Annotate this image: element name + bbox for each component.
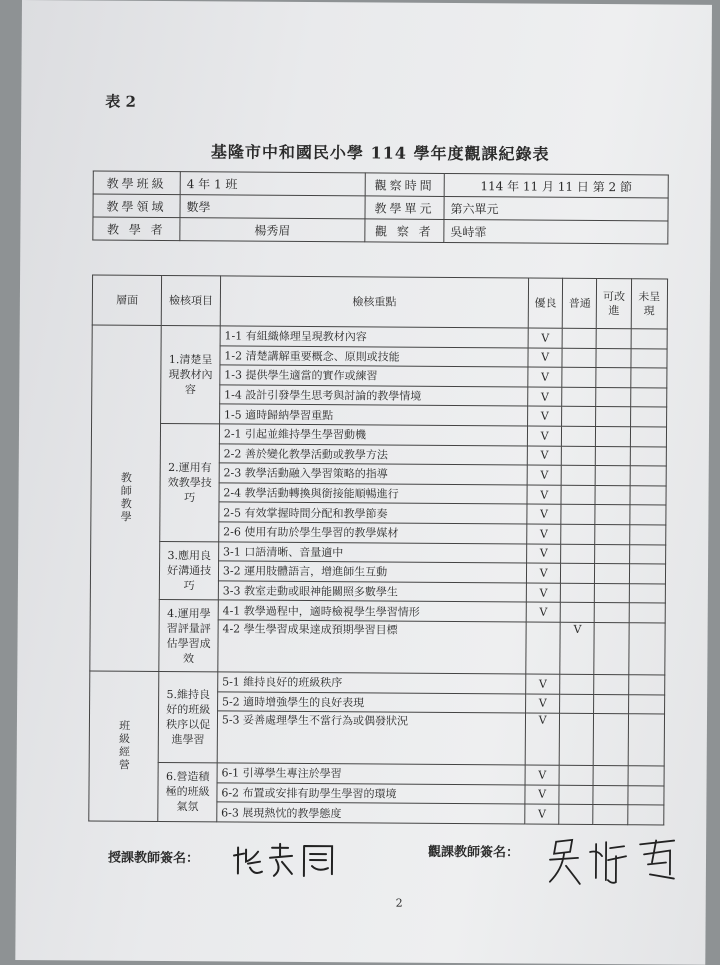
rating-absent-cell bbox=[627, 805, 663, 825]
rating-good-mark: V bbox=[527, 446, 561, 466]
rating-good-mark: V bbox=[526, 583, 560, 603]
check-point: 2-4 教學活動轉換與銜接能順暢進行 bbox=[219, 483, 527, 505]
teacher-value: 楊秀眉 bbox=[180, 218, 365, 242]
check-point: 1-2 清楚講解重要概念、原則或技能 bbox=[220, 345, 528, 367]
rating-improve-cell bbox=[594, 674, 628, 694]
rating-improve-cell bbox=[595, 583, 629, 603]
header-improve: 可改進 bbox=[597, 279, 632, 329]
teacher-signature-label: 授課教師簽名： bbox=[107, 850, 200, 867]
check-point: 3-3 教室走動或眼神能關照多數學生 bbox=[218, 581, 526, 603]
table-row bbox=[92, 325, 667, 349]
rating-normal-cell bbox=[561, 465, 595, 485]
rating-good-mark: V bbox=[525, 804, 559, 824]
rating-improve-cell bbox=[595, 485, 629, 505]
table-label: 表 2 bbox=[105, 92, 137, 111]
rating-improve-cell bbox=[593, 785, 627, 805]
check-point: 2-2 善於變化教學活動或教學方法 bbox=[219, 443, 527, 465]
table-row bbox=[91, 541, 666, 565]
rating-improve-cell bbox=[596, 466, 630, 486]
rating-improve-cell bbox=[596, 368, 630, 388]
rating-normal-cell bbox=[560, 674, 594, 694]
teacher-signature bbox=[232, 839, 342, 880]
check-point: 6-3 展現熱忱的教學態度 bbox=[217, 802, 525, 824]
rating-absent-cell bbox=[628, 714, 665, 766]
check-point: 2-6 使用有助於學生學習的教學媒材 bbox=[219, 522, 527, 544]
rating-good-mark: V bbox=[527, 465, 561, 485]
rating-normal-cell bbox=[559, 765, 593, 785]
rating-absent-cell bbox=[628, 675, 664, 695]
header-good: 優良 bbox=[528, 278, 563, 328]
check-point: 1-3 提供學生適當的實作或練習 bbox=[220, 365, 528, 387]
rating-absent-cell bbox=[630, 388, 666, 408]
group-label: 6.營造積極的班級氣氛 bbox=[158, 763, 217, 822]
group-label: 4.運用學習評量評估學習成效 bbox=[159, 600, 218, 672]
rating-normal-cell bbox=[559, 785, 593, 805]
rating-good-mark: V bbox=[525, 785, 559, 805]
header-point: 檢核重點 bbox=[220, 276, 528, 328]
document-title: 基隆市中和國民小學 114 學年度觀課紀錄表 bbox=[210, 142, 550, 164]
rating-improve-cell bbox=[596, 348, 630, 368]
rating-good-mark: V bbox=[528, 328, 562, 348]
rating-improve-cell bbox=[594, 622, 629, 674]
rating-good-mark: V bbox=[525, 765, 559, 785]
check-point: 3-2 運用肢體語言，增進師生互動 bbox=[218, 561, 526, 583]
rating-absent-cell bbox=[631, 348, 667, 368]
rating-absent-cell bbox=[631, 329, 667, 349]
rating-absent-cell bbox=[628, 766, 664, 786]
check-point: 3-1 口語清晰、音量適中 bbox=[218, 541, 526, 563]
rating-good-cell bbox=[526, 622, 561, 674]
rating-absent-cell bbox=[629, 544, 665, 564]
table-row bbox=[90, 599, 665, 623]
group-label: 5.維持良好的班級秩序以促進學習 bbox=[159, 671, 218, 763]
rating-normal-cell bbox=[560, 694, 594, 714]
rating-good-mark: V bbox=[526, 602, 560, 622]
checklist-table bbox=[88, 274, 668, 825]
rating-normal-cell bbox=[562, 348, 596, 368]
group-label: 3.應用良好溝通技巧 bbox=[160, 541, 219, 600]
rating-normal-cell bbox=[562, 407, 596, 427]
rating-good-mark: V bbox=[526, 694, 560, 714]
rating-normal-cell bbox=[561, 563, 595, 583]
document-page bbox=[15, 0, 712, 965]
header-normal: 普通 bbox=[562, 278, 597, 328]
rating-improve-cell bbox=[594, 694, 628, 714]
group-label: 2.運用有效教學技巧 bbox=[160, 423, 219, 541]
teacher-label: 教 學 者 bbox=[93, 217, 180, 241]
rating-absent-cell bbox=[629, 583, 665, 603]
header-level: 層面 bbox=[92, 275, 162, 325]
rating-good-mark: V bbox=[526, 674, 560, 694]
checklist-header-row bbox=[92, 275, 667, 329]
observer-signature bbox=[544, 834, 684, 891]
rating-improve-cell bbox=[596, 387, 630, 407]
rating-absent-cell bbox=[630, 466, 666, 486]
rating-good-mark: V bbox=[526, 563, 560, 583]
check-point: 5-3 妥善處理學生不當行為或偶發狀況 bbox=[217, 711, 525, 765]
rating-absent-cell bbox=[630, 486, 666, 506]
check-point: 1-5 適時歸納學習重點 bbox=[219, 404, 527, 426]
rating-improve-cell bbox=[594, 766, 628, 786]
rating-good-mark: V bbox=[528, 367, 562, 387]
rating-absent-cell bbox=[628, 785, 664, 805]
rating-improve-cell bbox=[595, 603, 629, 623]
header-item: 檢核項目 bbox=[162, 275, 221, 325]
rating-absent-cell bbox=[628, 694, 664, 714]
rating-good-mark: V bbox=[528, 348, 562, 368]
rating-normal-cell bbox=[562, 367, 596, 387]
rating-absent-cell bbox=[629, 525, 665, 545]
rating-improve-cell bbox=[595, 505, 629, 525]
rating-improve-cell bbox=[597, 329, 631, 349]
rating-absent-cell bbox=[629, 564, 665, 584]
rating-normal-cell bbox=[562, 426, 596, 446]
rating-improve-cell bbox=[595, 524, 629, 544]
class-label: 教學班級 bbox=[93, 171, 180, 195]
rating-normal-cell bbox=[561, 505, 595, 525]
page-number: 2 bbox=[395, 896, 403, 910]
rating-normal-cell bbox=[559, 713, 594, 765]
section-label: 教師教學 bbox=[90, 325, 162, 671]
rating-absent-cell bbox=[630, 427, 666, 447]
check-point: 4-2 學生學習成果達成預期學習目標 bbox=[218, 620, 526, 674]
rating-good-mark: V bbox=[527, 524, 561, 544]
class-value: 4 年 1 班 bbox=[180, 172, 365, 196]
unit-value: 第六單元 bbox=[444, 196, 668, 221]
section-label: 班級經營 bbox=[89, 671, 160, 821]
rating-good-mark: V bbox=[525, 713, 560, 765]
domain-value: 數學 bbox=[180, 195, 365, 219]
rating-absent-cell bbox=[629, 603, 665, 623]
rating-good-mark: V bbox=[527, 504, 561, 524]
rating-normal-cell bbox=[562, 446, 596, 466]
time-value: 114 年 11 月 11 日 第 2 節 bbox=[444, 173, 668, 198]
rating-improve-cell bbox=[593, 805, 627, 825]
rating-normal-cell bbox=[561, 583, 595, 603]
rating-normal-cell bbox=[561, 524, 595, 544]
rating-improve-cell bbox=[596, 446, 630, 466]
rating-good-mark: V bbox=[527, 426, 561, 446]
rating-normal-cell bbox=[561, 485, 595, 505]
check-point: 1-4 設計引發學生思考與討論的教學情境 bbox=[220, 385, 528, 407]
check-point: 5-2 適時增強學生的良好表現 bbox=[217, 691, 525, 713]
rating-good-mark: V bbox=[527, 485, 561, 505]
rating-normal-cell bbox=[560, 603, 594, 623]
table-row bbox=[90, 671, 665, 695]
rating-improve-cell bbox=[594, 714, 629, 766]
rating-normal-cell bbox=[562, 387, 596, 407]
check-point: 1-1 有組織條理呈現教材內容 bbox=[220, 326, 528, 348]
header-absent: 未呈現 bbox=[631, 279, 668, 329]
observer-label: 觀 察 者 bbox=[365, 219, 444, 243]
rating-improve-cell bbox=[596, 426, 630, 446]
rating-absent-cell bbox=[630, 407, 666, 427]
domain-label: 教學領域 bbox=[93, 194, 180, 218]
rating-good-mark: V bbox=[527, 544, 561, 564]
rating-improve-cell bbox=[595, 564, 629, 584]
observer-signature-label: 觀課教師簽名： bbox=[428, 844, 520, 861]
check-point: 6-2 布置或安排有助學生學習的環境 bbox=[217, 783, 525, 805]
unit-label: 教學單元 bbox=[365, 196, 444, 220]
check-point: 6-1 引導學生專注於學習 bbox=[217, 763, 525, 785]
check-point: 5-1 維持良好的班級秩序 bbox=[218, 672, 526, 694]
rating-absent-cell bbox=[629, 623, 666, 675]
rating-normal-cell bbox=[559, 805, 593, 825]
rating-normal-mark: V bbox=[560, 622, 595, 674]
time-label: 觀察時間 bbox=[365, 173, 444, 197]
check-point: 2-5 有效掌握時間分配和教學節奏 bbox=[219, 502, 527, 524]
group-label: 1.清楚呈現教材內容 bbox=[161, 325, 220, 423]
table-row bbox=[91, 423, 666, 447]
check-point: 2-1 引起並維持學生學習動機 bbox=[219, 424, 527, 446]
table-row bbox=[89, 762, 664, 786]
rating-normal-cell bbox=[561, 544, 595, 564]
check-point: 4-1 教學過程中，適時檢視學生學習情形 bbox=[218, 600, 526, 622]
info-row bbox=[93, 217, 668, 244]
observer-value: 吳峙霏 bbox=[444, 219, 668, 244]
rating-absent-cell bbox=[630, 505, 666, 525]
rating-absent-cell bbox=[631, 368, 667, 388]
rating-good-mark: V bbox=[528, 387, 562, 407]
rating-improve-cell bbox=[596, 407, 630, 427]
rating-normal-cell bbox=[562, 328, 596, 348]
rating-absent-cell bbox=[630, 446, 666, 466]
info-table bbox=[92, 170, 668, 244]
rating-good-mark: V bbox=[528, 406, 562, 426]
check-point: 2-3 教學活動融入學習策略的指導 bbox=[219, 463, 527, 485]
rating-improve-cell bbox=[595, 544, 629, 564]
